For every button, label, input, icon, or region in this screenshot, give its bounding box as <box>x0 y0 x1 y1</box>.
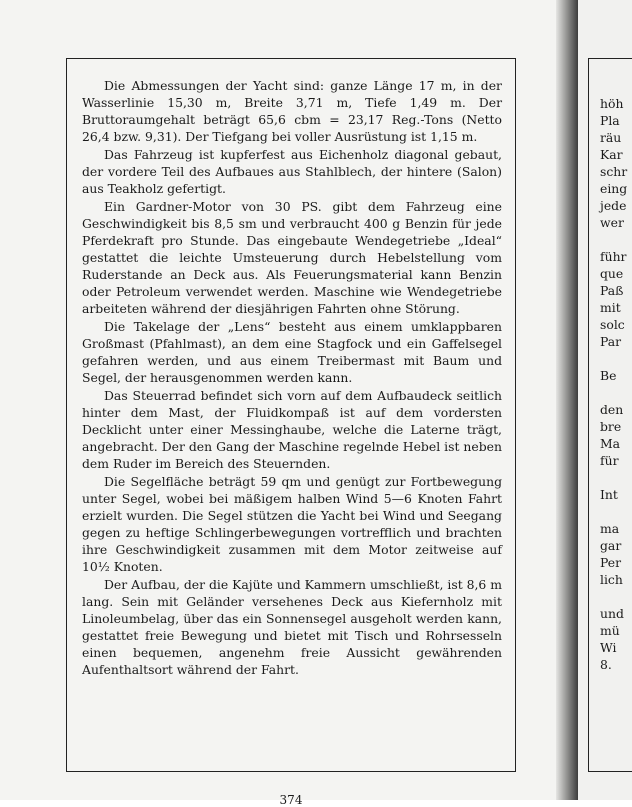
facing-line: Wi <box>600 640 617 655</box>
book-gutter <box>556 0 578 800</box>
facing-line: que <box>600 266 624 281</box>
facing-line: 8. <box>600 657 612 672</box>
facing-line <box>600 350 632 367</box>
paragraph-dimensions: Die Abmessungen der Yacht sind: ganze Länge 17 m, in der Wasserlinie 15,30 m, Breite 3,71 m, Tiefe 1,49 m. Der Bruttoraumgehalt beträgt 65,6 cbm = 23,17 Reg.-Tons (Netto 26,4 bzw. 9,31). Der Tiefgang bei voller Ausrüstung ist 1,15 m. <box>82 78 502 144</box>
facing-line: für <box>600 453 619 468</box>
facing-line: räu <box>600 130 622 145</box>
facing-line: ma <box>600 521 620 536</box>
facing-line: führ <box>600 249 627 264</box>
facing-line: Pla <box>600 113 620 128</box>
facing-line: höh <box>600 96 624 111</box>
paragraph-engine: Ein Gardner-Motor von 30 PS. gibt dem Fahrzeug eine Geschwindigkeit bis 8,5 sm und verbraucht 400 g Benzin für jede Pferdekraft pro Stunde. Das eingebaute Wendegetriebe „Ideal“ gestattet die leichte Umsteuerung durch Hebelstellung vom Ruderstande an Deck aus. Als Feuerungsmaterial kann Benzin oder Petroleum verwendet werden. Maschine wie Wendegetriebe arbeiteten während der diesjährigen Fahrten ohne Störung. <box>82 199 502 316</box>
facing-line: und <box>600 606 624 621</box>
facing-line: den <box>600 402 624 417</box>
paragraph-steering: Das Steuerrad befindet sich vorn auf dem Aufbaudeck seitlich hinter dem Mast, der Fluidkompaß ist auf dem vordersten Decklicht unter einer Messinghaube, welche die Laterne trägt, angebracht. Der den Gang der Maschine regelnde Hebel ist neben dem Ruder im Bereich des Steuernden. <box>82 388 502 471</box>
facing-page <box>578 0 632 800</box>
facing-line: Int <box>600 487 618 502</box>
facing-line: lich <box>600 572 623 587</box>
paragraph-rigging: Die Takelage der „Lens“ besteht aus einem umklappbaren Großmast (Pfahlmast), an dem eine Stagfock und ein Gaffelsegel gefahren werden, und aus einem Treibermast mit Baum und Segel, der herausgenommen werden kann. <box>82 319 502 385</box>
facing-line: solc <box>600 317 625 332</box>
facing-line: gar <box>600 538 622 553</box>
facing-line: jede <box>600 198 627 213</box>
facing-line: mit <box>600 300 621 315</box>
facing-line: Be <box>600 368 617 383</box>
page-number: 374 <box>279 793 303 807</box>
facing-line: eing <box>600 181 628 196</box>
facing-line: bre <box>600 419 622 434</box>
facing-line: Per <box>600 555 622 570</box>
facing-line: schr <box>600 164 628 179</box>
facing-line <box>600 503 632 520</box>
facing-line: Par <box>600 334 622 349</box>
paragraph-sails: Die Segelfläche beträgt 59 qm und genügt zur Fortbewegung unter Segel, wobei bei mäßigem halben Wind 5—6 Knoten Fahrt erzielt wurden. Die Segel stützen die Yacht bei Wind und Seegang gegen zu heftige Schlingerbewegungen vortrefflich und brachten ihre Geschwindigkeit zusammen mit dem Motor zeitweise auf 10½ Knoten. <box>82 474 502 574</box>
facing-line: Kar <box>600 147 623 162</box>
facing-line <box>600 384 632 401</box>
facing-line <box>600 588 632 605</box>
facing-line: wer <box>600 215 624 230</box>
facing-line: Paß <box>600 283 624 298</box>
facing-line <box>600 231 632 248</box>
page-body <box>82 77 502 678</box>
facing-line <box>600 469 632 486</box>
facing-page-text <box>600 95 632 673</box>
paragraph-deckhouse: Der Aufbau, der die Kajüte und Kammern umschließt, ist 8,6 m lang. Sein mit Geländer versehenes Deck aus Kiefernholz mit Linoleumbelag, über das ein Sonnensegel ausgeholt werden kann, gestattet freie Bewegung und bietet mit Tisch und Rohrsesseln einen bequemen, angenehm freie Aussicht gewährenden Aufenthaltsort während der Fahrt. <box>82 577 503 677</box>
facing-line: mü <box>600 623 620 638</box>
paragraph-construction: Das Fahrzeug ist kupferfest aus Eichenholz diagonal gebaut, der vordere Teil des Aufbaues aus Stahlblech, der hintere (Salon) aus Teakholz gefertigt. <box>82 147 502 196</box>
facing-line: Ma <box>600 436 621 451</box>
